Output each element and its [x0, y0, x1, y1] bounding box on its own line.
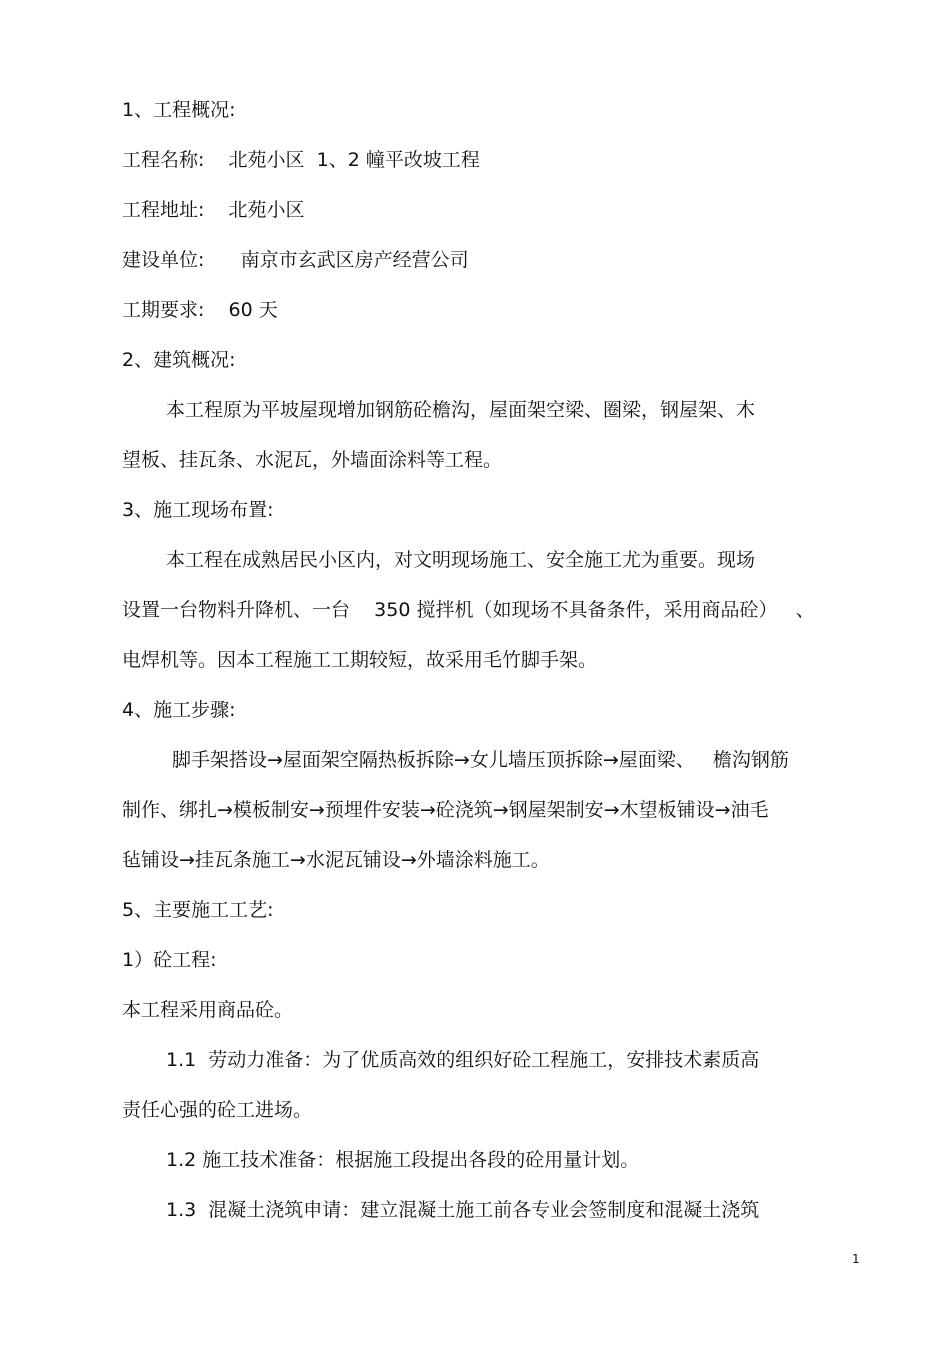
section-heading-2: 2、建筑概况:: [122, 349, 236, 371]
paragraph-line: 电焊机等。因本工程施工工期较短，故采用毛竹脚手架。: [122, 649, 598, 671]
paragraph-line: 本工程采用商品砼。: [122, 999, 294, 1021]
duration-line: 工期要求: 60 天: [122, 299, 278, 321]
paragraph-line: 设置一台物料升降机、一台 350 搅拌机（如现场不具备条件，采用商品砼） 、: [122, 599, 815, 621]
project-address-line: 工程地址: 北苑小区: [122, 199, 305, 221]
section-heading-5: 5、主要施工工艺:: [122, 899, 274, 921]
paragraph-line: 望板、挂瓦条、水泥瓦，外墙面涂料等工程。: [122, 449, 503, 471]
paragraph-line: 本工程在成熟居民小区内，对文明现场施工、安全施工尤为重要。现场: [166, 549, 756, 571]
subsection-heading: 1）砼工程:: [122, 949, 217, 971]
section-heading-1: 1、工程概况:: [122, 99, 236, 121]
paragraph-line: 毡铺设→挂瓦条施工→水泥瓦铺设→外墙涂料施工。: [122, 849, 550, 871]
paragraph-line: 制作、绑扎→模板制安→预埋件安装→砼浇筑→钢屋架制安→木望板铺设→油毛: [122, 799, 769, 821]
paragraph-line: 脚手架搭设→屋面架空隔热板拆除→女儿墙压顶拆除→屋面梁、 檐沟钢筋: [172, 749, 789, 771]
paragraph-line: 1.3 混凝土浇筑申请：建立混凝土施工前各专业会签制度和混凝土浇筑: [166, 1199, 760, 1221]
paragraph-line: 本工程原为平坡屋现增加钢筋砼檐沟，屋面架空梁、圈梁，钢屋架、木: [166, 399, 756, 421]
paragraph-line: 1.1 劳动力准备：为了优质高效的组织好砼工程施工，安排技术素质高: [166, 1049, 760, 1071]
section-heading-3: 3、施工现场布置:: [122, 499, 274, 521]
client-line: 建设单位: 南京市玄武区房产经营公司: [122, 249, 469, 271]
project-name-line: 工程名称: 北苑小区 1、2 幢平改坡工程: [122, 149, 480, 171]
paragraph-line: 1.2 施工技术准备：根据施工段提出各段的砼用量计划。: [166, 1149, 640, 1171]
section-heading-4: 4、施工步骤:: [122, 699, 236, 721]
page-number: 1: [852, 1252, 860, 1266]
paragraph-line: 责任心强的砼工进场。: [122, 1099, 313, 1121]
